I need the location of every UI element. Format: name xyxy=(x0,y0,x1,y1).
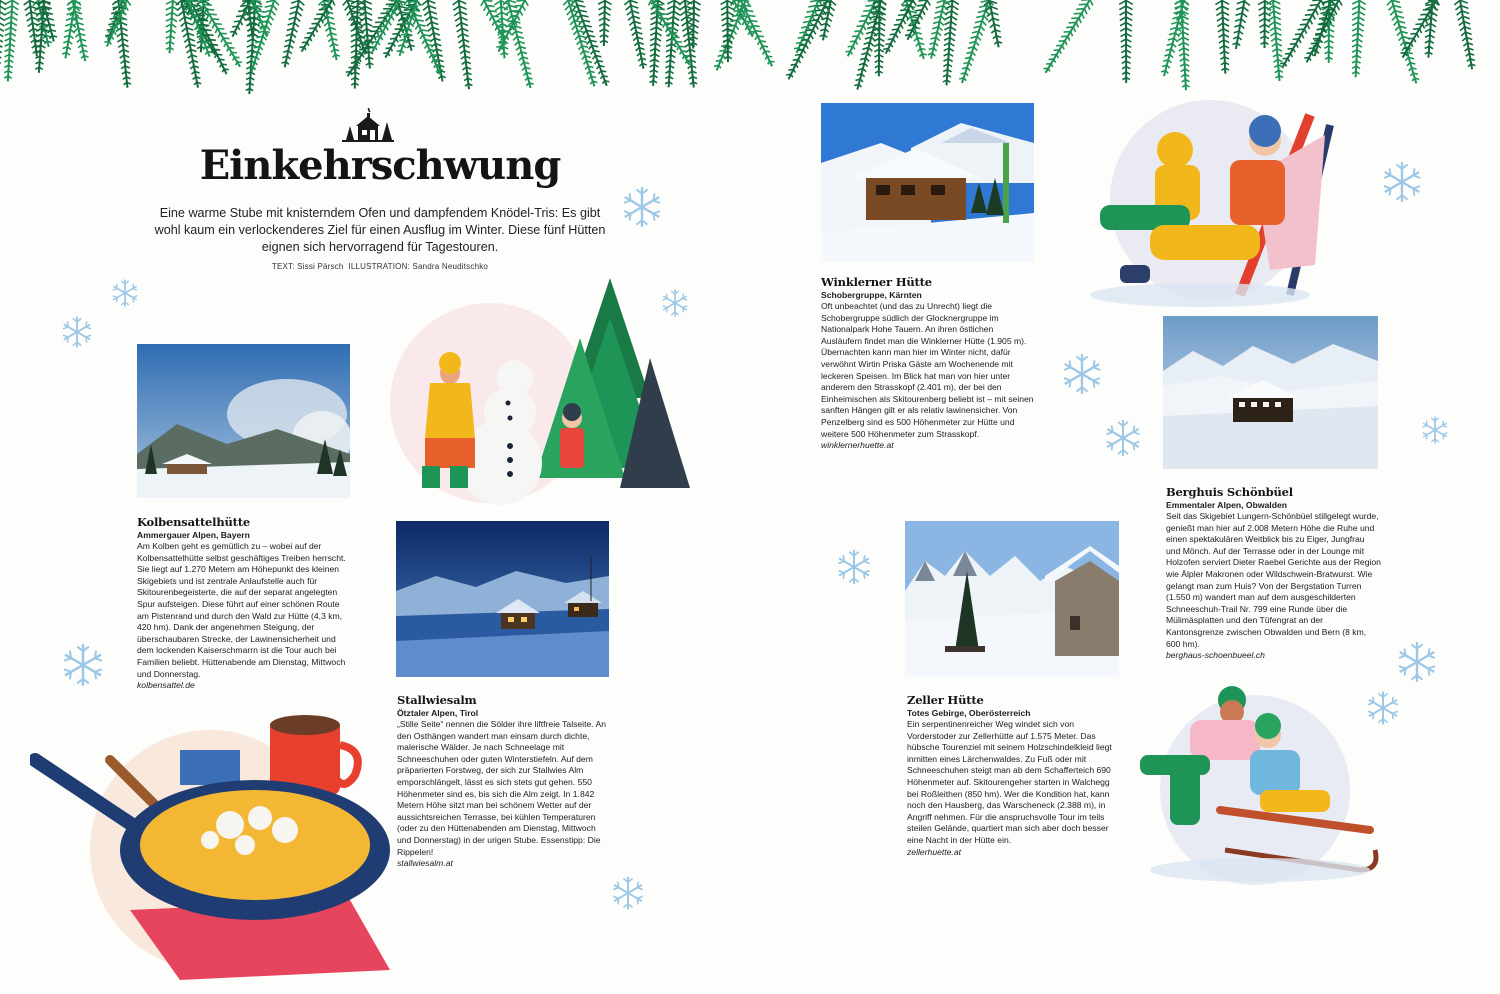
hut-description: Seit das Skigebiet Lungern-Schönbüel stillgelegt wurde, genießt man hier auf 2.008 Metern Höhe die Ruhe und einen spektakulären Weitblick bis zu Eiger, Jungfrau und Mönch. Auf der Terrasse oder in der Lounge mit Holzofen serviert Dieter Raebel Gerichte aus der Region wie Älpler Makronen oder Wildschwein-Bratwurst. Wie gelangt man zum Huis? Von der Bergstation Turren (1.550 m) wandert man auf dem ausgeschilderten Schneeschuh-Trail Nr. 799 eine Runde über die Mülimäsplatten und den Tüfengrat an der Kantonsgrenze zwischen Obwalden und Bern (8 km, 600 hm). xyxy=(1166,511,1381,649)
hut-name: Berghuis Schönbüel xyxy=(1166,485,1293,499)
credits-illustration-label: ILLUSTRATION: xyxy=(348,262,410,271)
hut-region: Ötztaler Alpen, Tirol xyxy=(397,708,479,718)
snowflake-icon xyxy=(60,315,94,354)
hut-name: Stallwiesalm xyxy=(397,693,477,707)
snowman-illustration xyxy=(370,278,700,508)
hut-description: Ein serpentinenreicher Weg windet sich von Vorderstoder zur Zellerhütte auf 1.575 Meter. Das hübsche Tourenziel mit seinem Holzschindelkleid liegt inmitten eines Lärchenwaldes. Zu Fuß oder mit Schneeschuhen steigt man ab dem Schafferteich 690 Höhenmeter auf. Skitourengeher starten in Walchegg bei Roßleithen (850 hm). Wer die Kondition hat, kann noch den Hausberg, das Warscheneck (2.388 m), in Angriff nehmen. Für die anspruchsvolle Tour im teils steilen Gelände, quartiert man sich aber doch besser eine Nacht in der Hütte ein. xyxy=(907,719,1112,845)
credits-illustration-name: Sandra Neuditschko xyxy=(412,262,489,271)
photo-kolbensattelhuette xyxy=(137,344,350,498)
hut-kolbensattelhuette xyxy=(137,515,352,690)
hut-winklerner-huette xyxy=(821,275,1036,450)
hut-region: Schobergruppe, Kärnten xyxy=(821,290,922,300)
photo-stallwiesalm xyxy=(396,521,609,677)
credits-text-label: TEXT: xyxy=(271,262,295,271)
sledding-illustration xyxy=(1120,680,1390,890)
snowflake-icon xyxy=(60,642,106,693)
hut-website-link[interactable]: zellerhuette.at xyxy=(907,846,961,857)
snowflake-icon xyxy=(1380,160,1424,209)
photo-berghuis-schoenbueel xyxy=(1163,316,1378,469)
hut-website-link[interactable]: berghaus-schoenbueel.ch xyxy=(1166,650,1265,661)
hut-name: Kolbensattelhütte xyxy=(137,515,250,529)
snowflake-icon xyxy=(1420,415,1450,450)
hut-name: Winklerner Hütte xyxy=(821,275,932,289)
hut-description: Am Kolben geht es gemütlich zu – wobei auf der Kolbensattelhütte selbst geschäftiges Treiben herrscht. Sie liegt auf 1.270 Metern am Höhepunkt des kleinen Skigebiets und ist zentrale Anlaufstelle auch für Skitourenbegeisterte, die auf der separat angelegten Spur aufsteigen. Diese führt auf einer schönen Route am Pistenrand und durch den Wald zur Hütte (4,3 km, 420 hm). Dank der angenehmen Steigung, der überschaubaren Strecke, der Lawinensicherheit und dem lockenden Kaiserschmarrn ist die Tour auch bei Familien beliebt. Hüttenabende am Dienstag, Mittwoch und Donnerstag. xyxy=(137,541,346,679)
snowflake-icon xyxy=(1395,640,1439,689)
hut-berghuis-schoenbueel xyxy=(1166,485,1381,660)
hut-region: Totes Gebirge, Oberösterreich xyxy=(907,708,1031,718)
hut-description: „Stille Seite“ nennen die Sölder ihre liftfreie Talseite. An den Osthängen wandert man einsam durch dichte, malerische Wälder. Je nach Schneelage mit Schneeschuhen oder guten Winterstiefeln. Auf dem präparierten Forstweg, der sich zur Stallwies Alm emporschlängelt, lässt es sich stets gut gehen. 550 Höhenmeter sind es, bis sich die Alm zeigt. In 1.842 Metern Höhe sitzt man bei schönem Wetter auf der aussichtsreichen Terrasse, bei kühlen Temperaturen (oder zu den Hüttenabenden am Dienstag, Mittwoch und Donnerstag) in der urigen Stube. Essenstipp: Die Rippelen! xyxy=(397,719,607,857)
snowflake-icon xyxy=(1060,352,1104,401)
hut-name: Zeller Hütte xyxy=(907,693,984,707)
cabin-icon xyxy=(340,108,396,144)
snowflake-icon xyxy=(620,185,664,234)
kaiserschmarrn-illustration xyxy=(30,700,400,980)
hut-website-link[interactable]: kolbensattel.de xyxy=(137,680,195,691)
hut-description: Oft unbeachtet (und das zu Unrecht) liegt die Schobergruppe südlich der Glocknergruppe im Nationalpark Hohe Tauern. An ihren östlichen Ausläufern findet man die Winklerner Hütte (1.905 m). Übernachten kann man hier im Winter nicht, dafür verwöhnt Wirtin Priska Gäste am Wochenende mit leckeren Speisen. Im Blick hat man von hier unter anderem den Strasskopf (2.401 m), der bei den Einheimischen als Skitourenberg beliebt ist – mit seinen sanften Hängen gilt er als relativ lawinensicher. Von Penzelberg sind es 500 Höhenmeter zur Hütte und weitere 500 Höhenmeter zum Strasskopf. xyxy=(821,301,1034,439)
hut-website-link[interactable]: stallwiesalm.at xyxy=(397,858,453,869)
article-intro: Eine warme Stube mit knisterndem Ofen und dampfendem Knödel-Tris: Es gibt wohl kaum ein verlockenderes Ziel für einen Ausflug im Winter. Diese fünf Hütten eignen sich hervorragend für Tagestouren. xyxy=(154,206,606,254)
hut-region: Ammergauer Alpen, Bayern xyxy=(137,530,250,540)
hut-stallwiesalm xyxy=(397,693,612,868)
article-title: Einkehrschwung xyxy=(199,142,561,189)
snowflake-icon xyxy=(110,278,140,313)
snowflake-icon xyxy=(1103,418,1143,463)
credits-text-name: Sissi Pärsch xyxy=(297,262,344,271)
hut-region: Emmentaler Alpen, Obwalden xyxy=(1166,500,1287,510)
photo-zeller-huette xyxy=(905,521,1119,677)
deckchair-illustration xyxy=(1080,95,1350,310)
hut-zeller-huette xyxy=(907,693,1122,857)
hut-website-link[interactable]: winklernerhuette.at xyxy=(821,440,894,451)
snowflake-icon xyxy=(835,548,873,591)
snowflake-icon xyxy=(610,875,646,916)
photo-winklerner-huette xyxy=(821,103,1034,262)
article-credits xyxy=(240,262,520,271)
